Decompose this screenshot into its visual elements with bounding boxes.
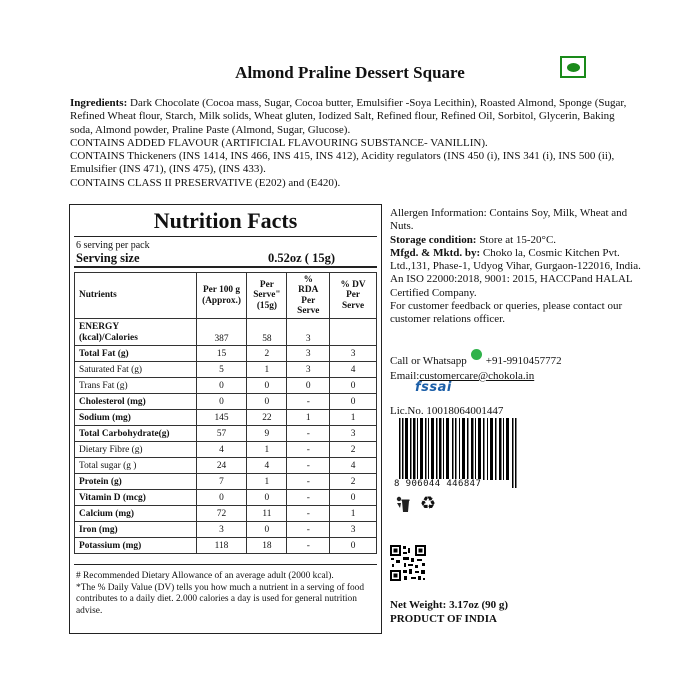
rda-footnote: # Recommended Dietary Allowance of an average adult (2000 kcal). (76, 571, 334, 581)
net-weight: Net Weight: 3.17oz (90 g) (390, 599, 509, 611)
customer-feedback: For customer feedback or queries, please contact our customer relations officer. (390, 300, 623, 326)
serving-size-row (74, 251, 377, 268)
nutrition-facts-panel (69, 204, 382, 634)
product-title: Almond Praline Dessert Square (235, 63, 465, 82)
table-row: Dietary Fibre (g) 4 1 - 2 (75, 442, 377, 458)
table-row: Total Fat (g) 15 2 3 3 (75, 346, 377, 362)
dustbin-icon (394, 495, 412, 515)
energy-serve: 58 (247, 319, 287, 346)
col-per-serve: Per Serve" (15g) (247, 273, 287, 319)
country-of-origin: PRODUCT OF INDIA (390, 613, 497, 625)
phone-number[interactable]: +91-9910457772 (485, 355, 562, 367)
table-row: Sodium (mg) 145 22 1 1 (75, 410, 377, 426)
product-info-block (390, 207, 650, 327)
energy-name: ENERGY (kcal)/Calories (75, 319, 197, 346)
ingredients-label: Ingredients: (70, 97, 128, 109)
preservative-line: CONTAINS CLASS II PRESERVATIVE (E202) and (E420). (70, 176, 341, 189)
table-row: Vitamin D (mcg) 0 0 - 0 (75, 490, 377, 506)
table-row: Protein (g) 7 1 - 2 (75, 474, 377, 490)
phone-line (390, 349, 650, 369)
license-number: Lic.No. 10018064001447 (390, 405, 504, 417)
ingredients-text: Dark Chocolate (Cocoa mass, Sugar, Cocoa butter, Emulsifier -Soya Lecithin), Roasted Almond, Sponge (Sugar, Refined Wheat flour, Starch, Milk solids, Wheat gluten, Iodized Salt, Refined flour, Refined Oil, Sorbitol, Glycerin, Baking soda, Almond powder, Praline Paste (Almond, Sugar, Glucose). (70, 97, 627, 136)
allergen-info: Allergen Information: Contains Soy, Milk, Wheat and Nuts. (390, 207, 628, 233)
email-address[interactable]: customercare@chokola.in (419, 370, 535, 382)
table-row: Total sugar (g ) 24 4 - 4 (75, 458, 377, 474)
table-row: Calcium (mg) 72 11 - 1 (75, 506, 377, 522)
table-row: Potassium (mg) 118 18 - 0 (75, 538, 377, 554)
net-weight-block (390, 598, 508, 626)
energy-dv (330, 319, 377, 346)
dv-footnote: *The % Daily Value (DV) tells you how much a nutrient in a serving of food contributes to a daily diet. 2.000 calories a day is used for general nutrition advise. (76, 582, 365, 616)
col-nutrients: Nutrients (75, 273, 197, 319)
col-dv: % DV Per Serve (330, 273, 377, 319)
call-label: Call or Whatsapp (390, 355, 467, 367)
table-row: Saturated Fat (g) 5 1 3 4 (75, 362, 377, 378)
table-row-energy (75, 319, 377, 346)
ingredients-block (70, 97, 640, 190)
table-row: Trans Fat (g) 0 0 0 0 (75, 378, 377, 394)
col-per-100g: Per 100 g (Approx.) (196, 273, 247, 319)
servings-per-pack: 6 serving per pack (74, 236, 377, 251)
recycle-icon: ♻ (420, 493, 437, 514)
energy-rda: 3 (287, 319, 330, 346)
table-row: Iron (mg) 3 0 - 3 (75, 522, 377, 538)
table-row: Total Carbohydrate(g) 57 9 - 3 (75, 426, 377, 442)
added-flavour-line: CONTAINS ADDED FLAVOUR (ARTIFICIAL FLAVOURING SUBSTANCE- VANILLIN). (70, 136, 488, 149)
nutrition-footnotes (74, 564, 377, 617)
table-row: Cholesterol (mg) 0 0 - 0 (75, 394, 377, 410)
nutrition-table-header (75, 273, 377, 319)
iso-certification: An ISO 22000:2018, 9001: 2015, HACCPand HALAL Certified Company. (390, 273, 633, 299)
nutrition-table (74, 272, 377, 554)
whatsapp-icon (471, 349, 482, 360)
email-line: Email:customercare@chokola.in (390, 370, 535, 382)
col-rda: % RDA Per Serve (287, 273, 330, 319)
contact-block (390, 349, 650, 384)
nutrition-facts-heading: Nutrition Facts (153, 208, 298, 233)
veg-mark-icon (560, 56, 586, 78)
barcode-number: 8 906044 446847 (394, 479, 482, 489)
serving-size-label: Serving size (76, 251, 140, 265)
energy-per100: 387 (196, 319, 247, 346)
qr-code-icon[interactable] (389, 544, 427, 582)
storage-condition: Storage condition: Store at 15-20°C. (390, 233, 557, 246)
serving-size-value: 0.52oz ( 15g) (268, 251, 335, 265)
fssai-logo: fssai (415, 380, 452, 395)
thickeners-line: CONTAINS Thickeners (INS 1414, INS 466, INS 415, INS 412), Acidity regulators (INS 450 (i), INS 341 (i), INS 500 (ii), Emulsifier (INS 471), (INS 475), (INS 433). (70, 150, 615, 176)
manufacturer-info: Mfgd. & Mktd. by: Choko la, Cosmic Kitchen Pvt. Ltd.,131, Phase-1, Udyog Vihar, Gurgaon-122016, India. (390, 246, 641, 273)
